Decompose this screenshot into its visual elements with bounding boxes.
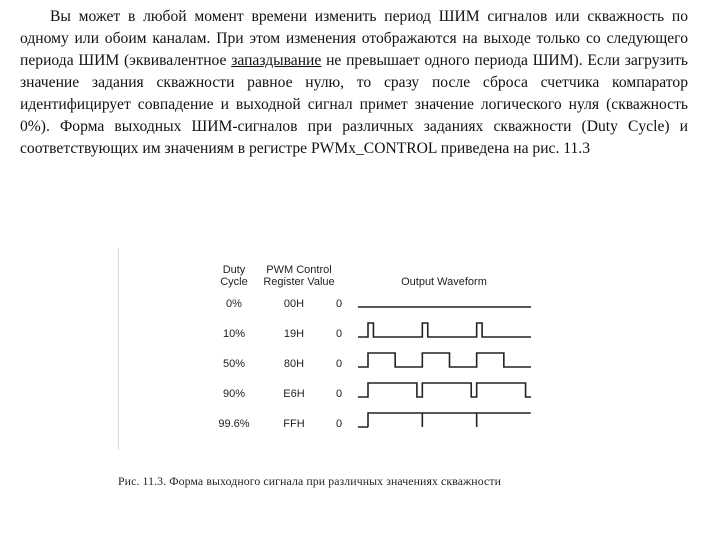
header-reg-line2: Register Value (263, 276, 335, 288)
figure-caption: Рис. 11.3. Форма выходного сигнала при различных значениях скважности (118, 474, 502, 488)
duty-cycle-value: 90% (222, 388, 246, 400)
waveform-diagram (119, 248, 563, 450)
zero-marker: 0 (335, 418, 343, 430)
duty-cycle-value: 10% (222, 328, 246, 340)
header-output-waveform: Output Waveform (401, 276, 487, 288)
header-duty-line2: Cycle (220, 276, 248, 288)
paragraph-underlined-word: запаздывание (231, 52, 322, 69)
paragraph-text-1: Вы может в любой момент времени изменить период ШИМ сигналов или скважность по одному или обоим каналам. При этом изменения отображаются на выходе только со следующего периода ШИМ (эквивалентное (20, 8, 688, 69)
register-value: FFH (283, 418, 305, 430)
header-reg-line1: PWM Control (266, 264, 332, 276)
duty-cycle-value: 0% (226, 298, 242, 310)
zero-marker: 0 (335, 298, 343, 310)
zero-marker: 0 (335, 388, 343, 400)
register-value: E6H (283, 388, 305, 400)
duty-cycle-value: 50% (222, 358, 246, 370)
body-paragraph (20, 6, 688, 160)
register-value: 00H (283, 298, 305, 310)
pwm-waveform-figure (118, 248, 563, 450)
pwm-waveform-line (358, 383, 531, 397)
header-duty-line1: Duty (222, 264, 246, 276)
register-value: 80H (283, 358, 305, 370)
pwm-waveform-line (358, 353, 531, 367)
pwm-waveform-line (358, 323, 531, 337)
paragraph-text-2: не превышает одного периода ШИМ). Если загрузить значение задания скважности равное нулю, то сразу после сброса счетчика компаратор идентифицирует совпадение и выходной сигнал примет значение логического нуля (скважность 0%). Форма выходных ШИМ-сигналов при различных заданиях скважности (Duty Cycle) и соответствующих им значениям в регистре PWMx_CONTROL приведена на рис. 11.3 (20, 52, 689, 157)
pwm-waveform-line (358, 413, 531, 427)
zero-marker: 0 (335, 328, 343, 340)
zero-marker: 0 (335, 358, 343, 370)
duty-cycle-value: 99.6% (218, 418, 250, 430)
register-value: 19H (283, 328, 305, 340)
